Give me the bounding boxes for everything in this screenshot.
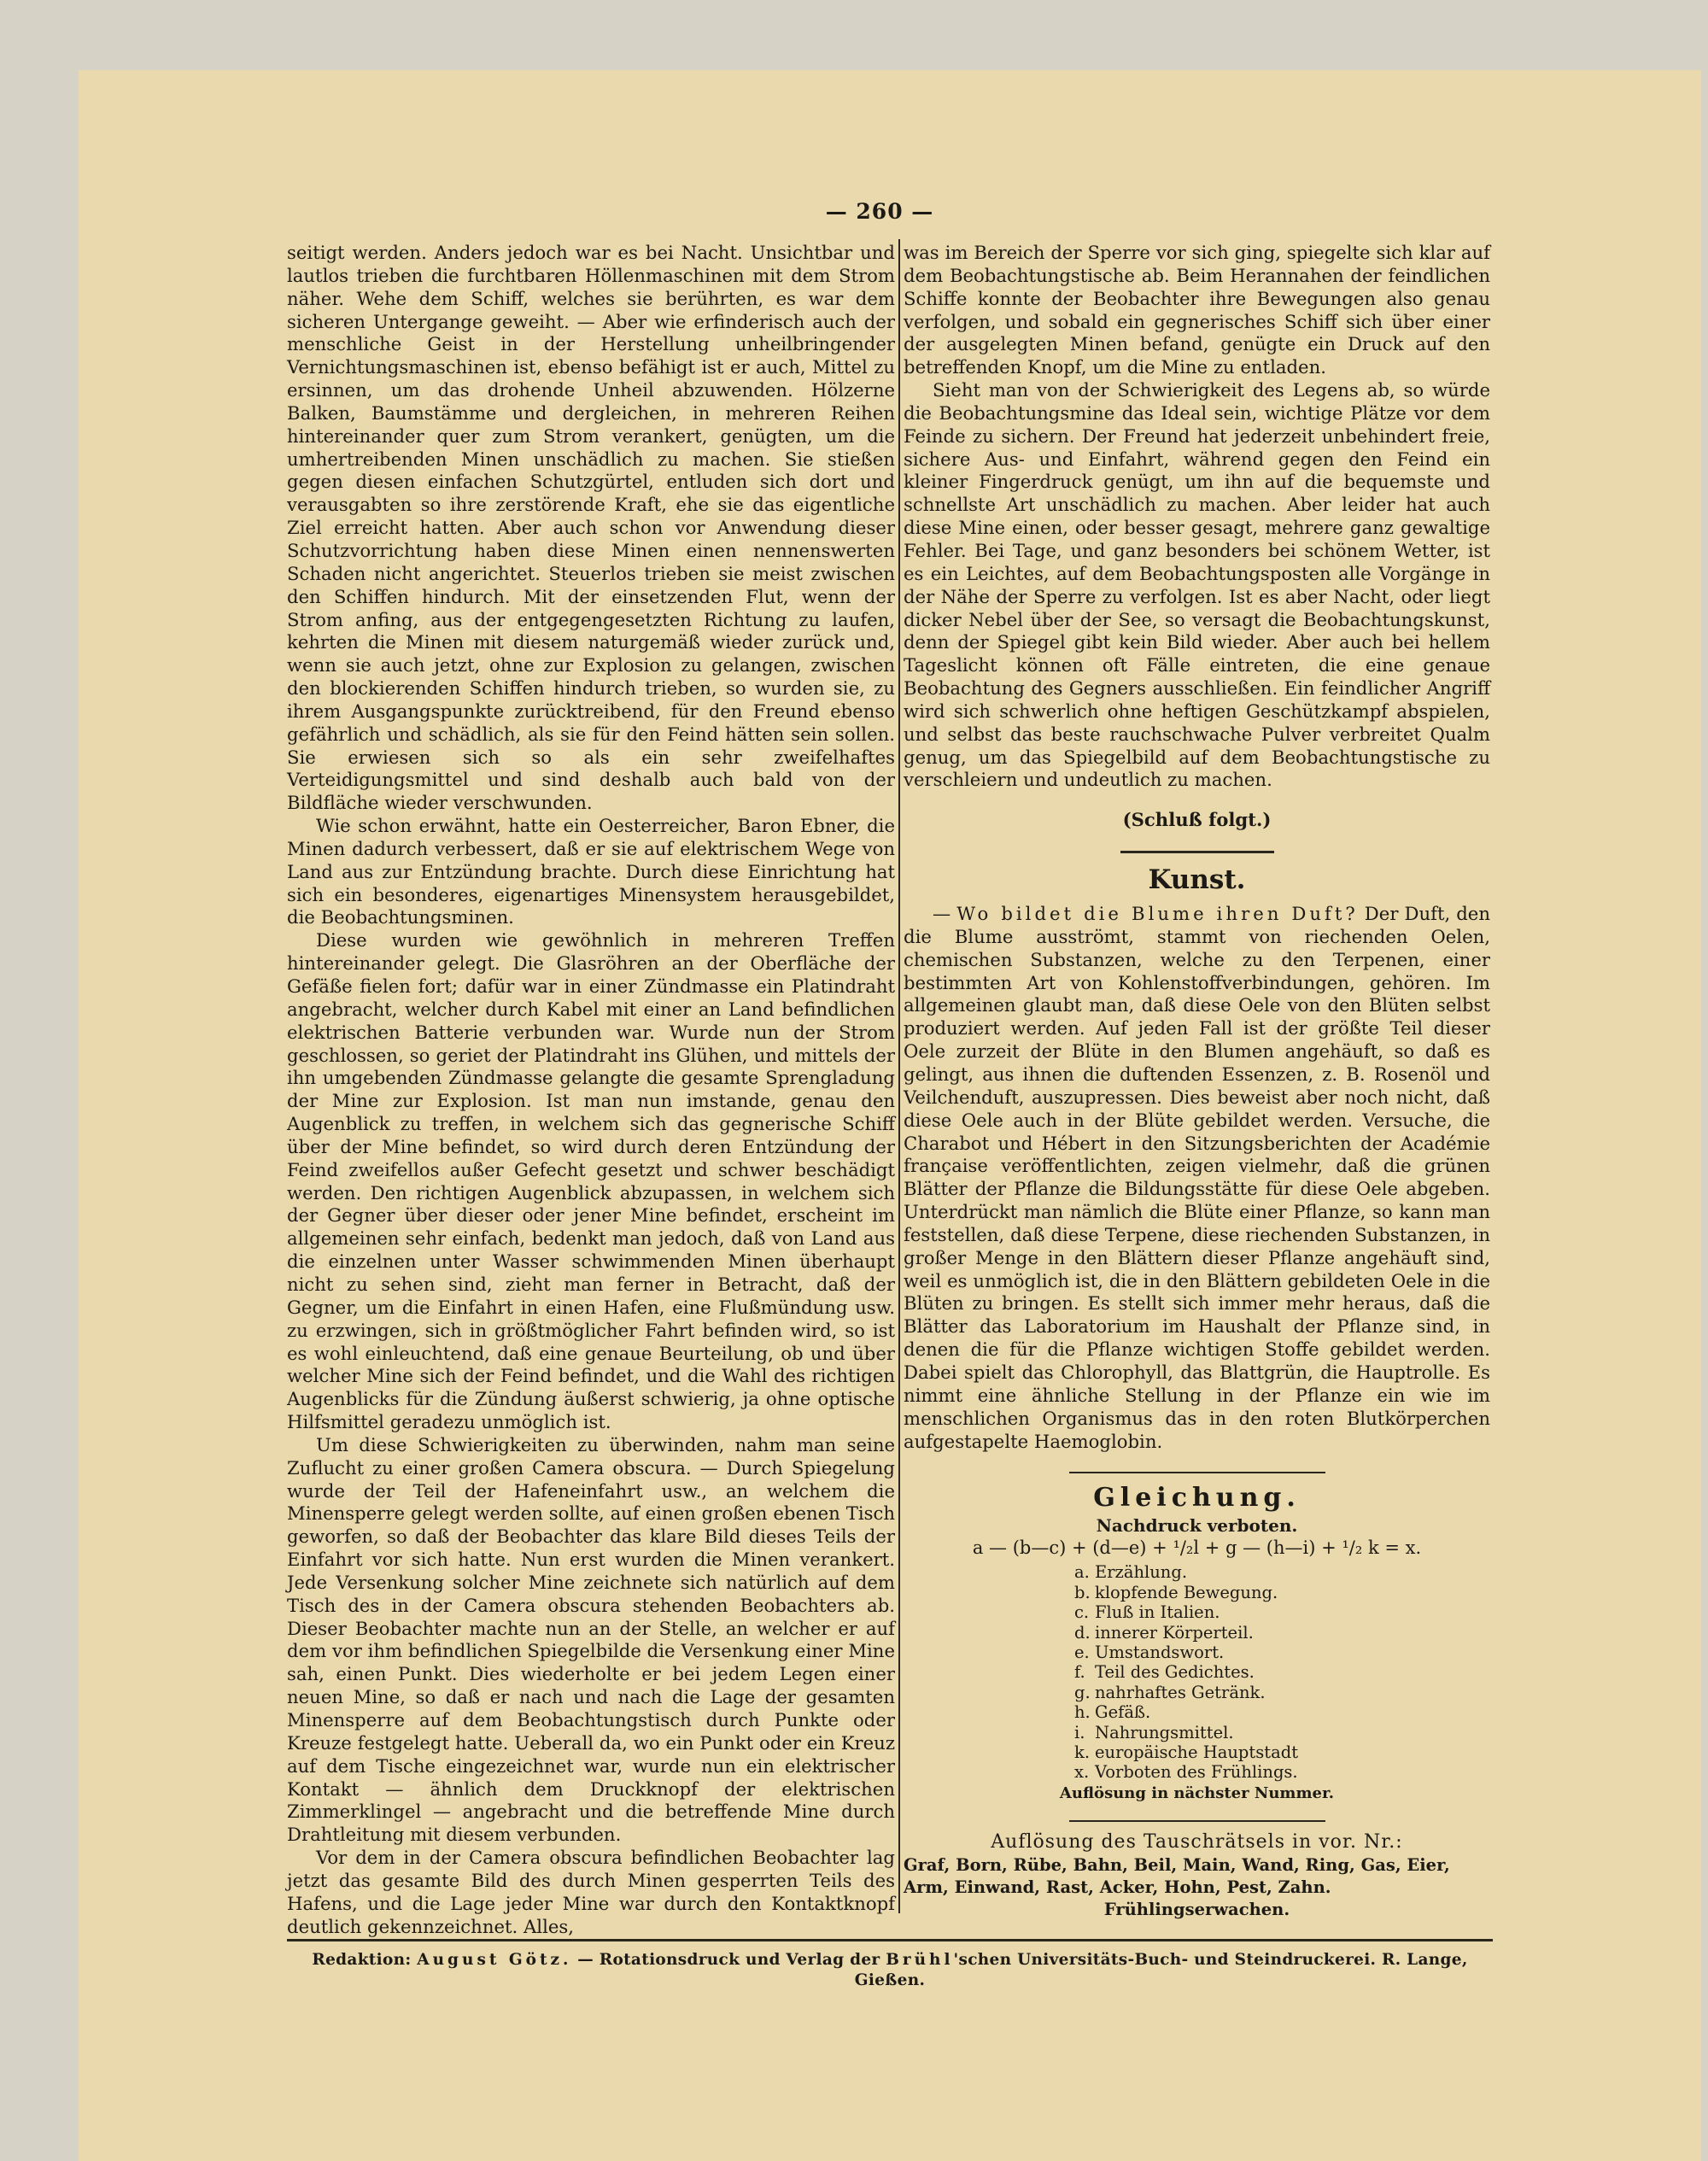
kunst-paragraph (904, 903, 1490, 1453)
riddle-item-text: Fluß in Italien. (1095, 1602, 1220, 1623)
article-paragraph: Sieht man von der Schwierigkeit des Legens ab, so würde die Beobachtungsmine das Ideal sein, wichtige Plätze vor dem Feinde zu sichern. Der Freund hat jederzeit unbehindert freie, sichere Aus- und Einfahrt, während gegen den Feind ein kleiner Fingerdruck genügt, um ihn auf die bequemste und schnellste Art unschädlich zu machen. Aber leider hat auch diese Mine einen, oder besser gesagt, mehrere ganz gewaltige Fehler. Bei Tage, und ganz besonders bei schönem Wetter, ist es ein Leichtes, auf dem Beobachtungsposten alle Vorgänge in der Nähe der Sperre zu verfolgen. Ist es aber Nacht, oder liegt dicker Nebel über der See, so versagt die Beobachtungskunst, denn der Spiegel gibt kein Bild wieder. Aber auch bei hellem Tageslicht können oft Fälle eintreten, die eine genaue Beobachtung des Gegners ausschließen. Ein feindlicher Angriff wird sich schwerlich ohne heftigen Geschützkampf abspielen, und selbst das beste rauchschwache Pulver verbreitet Qualm genug, um das Spiegelbild auf dem Beobachtungstische zu verschleiern und undeutlich zu machen. (904, 379, 1490, 791)
footer-bruehl: Brühl (886, 1951, 954, 1969)
riddle-item-text: europäische Hauptstadt (1095, 1742, 1299, 1762)
riddle-item-text: innerer Körperteil. (1095, 1622, 1254, 1643)
continuation-note: (Schluß folgt.) (1122, 809, 1272, 831)
column-divider (898, 239, 900, 1913)
article-paragraph: Wie schon erwähnt, hatte ein Oesterreicher, Baron Ebner, die Minen dadurch verbessert, daß er sie auf elektrischem Wege von Land aus zur Entzündung brachte. Durch diese Einrichtung hat sich ein besonderes, eigenartiges Minensystem herausgebildet, die Beobachtungsminen. (287, 815, 895, 928)
riddle-item (1074, 1602, 1490, 1622)
riddle-item-letter: a. (1074, 1562, 1090, 1583)
riddle-item-letter: b. (1074, 1582, 1091, 1602)
article-paragraph: was im Bereich der Sperre vor sich ging, spiegelte sich klar auf dem Beobachtungstische ab. Beim Herannahen der feindlichen Schiffe konnte der Beobachter ihre Bewegungen also genau verfolgen, und sobald ein gegnerisches Schiff sich über einer der ausgelegten Minen befand, genügte ein Druck auf den betreffenden Knopf, um die Mine zu entladen. (904, 242, 1490, 378)
riddle-item (1074, 1762, 1490, 1782)
kunst-text: Der Duft, den die Blume ausströmt, stammt von riechenden Oelen, chemischen Substanzen, welche zu den Terpenen, einer bestimmten Art von Kohlenstoffverbindungen, gehören. Im allgemeinen glaubt man, daß diese Oele von den Blüten selbst produziert werden. Auf jeden Fall ist der größte Teil dieser Oele zurzeit der Blüte in den Blumen angehäuft, so daß es gelingt, aus ihnen die duftenden Essenzen, z. B. Rosenöl und Veilchenduft, auszupressen. Dies beweist aber noch nicht, daß diese Oele auch in der Blüte gebildet werden. Versuche, die Charabot und Hébert in den Sitzungsberichten der Académie française veröffentlichten, zeigen vielmehr, daß die grünen Blätter der Pflanze die Bildungsstätte für diese Oele abgeben. Unterdrückt man nämlich die Blüte einer Pflanze, so kann man feststellen, daß diese Terpene, diese riechenden Substanzen, in großer Menge in den Blättern dieser Pflanze angehäuft sind, weil es unmöglich ist, die in den Blättern gebildeten Oele in die Blüten zu bringen. Es stellt sich immer mehr heraus, daß die Blätter das Laboratorium im Haushalt der Pflanze sind, in denen die für die Pflanze wichtigen Stoffe gebildet werden. Dabei spielt das Chlorophyll, das Blattgrün, die Hauptrolle. Es nimmt eine ähnliche Stellung in der Pflanze ein wie im menschlichen Organismus das in den roten Blutkörperchen aufgestapelte Haemoglobin. (904, 903, 1490, 1452)
article-paragraph: seitigt werden. Anders jedoch war es bei Nacht. Unsichtbar und lautlos trieben die furchtbaren Höllenmaschinen mit dem Strom näher. Wehe dem Schiff, welches sie berührten, es war dem sicheren Untergange geweiht. — Aber wie erfinderisch auch der menschliche Geist in der Herstellung unheilbringender Vernichtungsmaschinen ist, ebenso befähigt ist er auch, Mittel zu ersinnen, um das drohende Unheil abzuwenden. Hölzerne Balken, Baumstämme und dergleichen, in mehreren Reihen hintereinander quer zum Strom verankert, genügten, um die umhertreibenden Minen unschädlich zu machen. Sie stießen gegen diesen einfachen Schutzgürtel, entluden sich dort und verausgabten so ihre zerstörende Kraft, ehe sie das eigentliche Ziel erreicht hatten. Aber auch schon vor Anwendung dieser Schutzvorrichtung haben diese Minen einen nennenswerten Schaden nicht angerichtet. Steuerlos trieben sie meist zwischen den Schiffen hindurch. Mit der einsetzenden Flut, wenn der Strom anfing, aus der entgegengesetzten Richtung zu laufen, kehrten die Minen mit diesem naturgemäß wieder zurück und, wenn sie auch jetzt, ohne zur Explosion zu gelangen, zwischen den blockierenden Schiffen hindurch trieben, so wurden sie, zu ihrem Ausgangspunkte zurücktreibend, für den Freund ebenso gefährlich und schädlich, als sie für den Feind hätten sein sollen. Sie erwiesen sich so als ein sehr zweifelhaftes Verteidigungsmittel und sind deshalb auch bald von der Bildfläche wieder verschwunden. (287, 242, 895, 814)
solution-title: Auflösung des Tauschrätsels in vor. Nr.: (991, 1830, 1403, 1853)
left-column (287, 242, 895, 1938)
riddle-item-text: Nahrungsmittel. (1095, 1722, 1234, 1742)
riddle-item-letter: e. (1074, 1642, 1090, 1662)
riddle-item (1074, 1583, 1490, 1602)
section-title-kunst: Kunst. (1148, 864, 1246, 896)
riddle-item (1074, 1662, 1490, 1682)
riddle-item-letter: k. (1074, 1742, 1091, 1762)
riddle-item-text: Teil des Gedichtes. (1095, 1662, 1255, 1683)
article-paragraph: Um diese Schwierigkeiten zu überwinden, nahm man seine Zuflucht zu einer großen Camera obscura. — Durch Spiegelung wurde der Teil der Hafeneinfahrt usw., an welchem die Minensperre gelegt werden sollte, auf einen großen ebenen Tisch geworfen, so daß der Beobachter das klare Bild dieses Teils der Einfahrt vor sich hatte. Nun erst wurden die Minen verankert. Jede Versenkung solcher Mine zeichnete sich natürlich auf dem Tisch des in der Camera obscura stehenden Beobachters ab. Dieser Beobachter machte nun an der Stelle, an welcher er auf dem vor ihm befindlichen Spiegelbilde die Versenkung einer Mine sah, einen Punkt. Dies wiederholte er bei jedem Legen einer neuen Mine, so daß er nach und nach die Lage der gesamten Minensperre auf dem Beobachtungstisch durch Punkte oder Kreuze festgelegt hatte. Ueberall da, wo ein Punkt oder ein Kreuz auf dem Tische eingezeichnet war, wurde nun ein elektrischer Kontakt — ähnlich dem Druckknopf der elektrischen Zimmerklingel — angebracht und die betreffende Mine durch Drahtleitung mit diesem verbunden. (287, 1433, 895, 1846)
article-paragraph: Vor dem in der Camera obscura befindlichen Beobachter lag jetzt das gesamte Bild des durch Minen gesperrten Teils des Hafens, und die Lage jeder Mine war durch den Kontaktknopf deutlich gekennzeichnet. Alles, (287, 1847, 895, 1937)
riddle-item (1074, 1562, 1490, 1582)
riddle-item (1074, 1742, 1490, 1762)
riddle-item-letter: d. (1074, 1622, 1091, 1643)
riddle-item-letter: i. (1074, 1722, 1085, 1742)
page-number: — 260 — (825, 199, 934, 224)
footer-editor: August Götz. (417, 1951, 572, 1969)
riddle-subtitle: Nachdruck verboten. (1096, 1515, 1298, 1537)
footer-imprint (287, 1950, 1493, 1991)
riddle-item-text: Vorboten des Frühlings. (1095, 1762, 1298, 1783)
riddle-item-letter: x. (1074, 1762, 1090, 1783)
riddle-item-letter: c. (1074, 1602, 1090, 1623)
kunst-dash: — (933, 903, 951, 925)
article-paragraph: Diese wurden wie gewöhnlich in mehreren Treffen hintereinander gelegt. Die Glasröhren an der Oberfläche der Gefäße fielen fort; dafür war in einer Zündmasse ein Platindraht angebracht, welcher durch Kabel mit einer an Land befindlichen elektrischen Batterie verbunden war. Wurde nun der Strom geschlossen, so geriet der Platindraht ins Glühen, und mittels der ihn umgebenden Zündmasse gelangte die gesamte Sprengladung der Mine zur Explosion. Ist man nun imstande, genau den Augenblick zu treffen, in welchem sich das gegnerische Schiff über der Mine befindet, so wird durch deren Entzündung der Feind zweifellos außer Gefecht gesetzt und schwer beschädigt werden. Den richtigen Augenblick abzupassen, in welchem sich der Gegner über dieser oder jener Mine befindet, erscheint im allgemeinen sehr einfach, bedenkt man jedoch, daß von Land aus die einzelnen unter Wasser schwimmenden Minen überhaupt nicht zu sehen sind, zieht man ferner in Betracht, daß der Gegner, um die Einfahrt in einen Hafen, eine Flußmündung usw. zu erzwingen, sich in größtmöglicher Fahrt befinden wird, so ist es wohl einleuchtend, daß eine genaue Beurteilung, ob und über welcher Mine sich der Feind befindet, und die Wahl des richtigen Augenblicks für die Zündung äußerst schwierig, ja ohne optische Hilfsmittel geradezu unmöglich ist. (287, 929, 895, 1433)
riddle-item (1074, 1723, 1490, 1742)
riddle-item (1074, 1623, 1490, 1643)
riddle-item (1074, 1683, 1490, 1702)
riddle-note: Auflösung in nächster Nummer. (1059, 1783, 1335, 1802)
riddle-item-text: Umstandswort. (1095, 1642, 1225, 1662)
riddle-item-text: Erzählung. (1095, 1562, 1188, 1583)
riddle-formula: a — (b—c) + (d—e) + ¹/₂l + g — (h—i) + ¹/₂ k = x. (972, 1537, 1422, 1559)
right-column (904, 242, 1490, 1921)
kunst-lead: Wo bildet die Blume ihren Duft? (956, 903, 1359, 925)
riddle-item (1074, 1702, 1490, 1722)
riddle-item (1074, 1643, 1490, 1662)
riddle-title: Gleichung. (1093, 1483, 1301, 1514)
riddle-list (1074, 1562, 1490, 1782)
riddle-item-text: Gefäß. (1095, 1702, 1151, 1723)
riddle-item-text: nahrhaftes Getränk. (1095, 1682, 1266, 1702)
riddle-item-letter: h. (1074, 1702, 1091, 1723)
footer-publisher: — Rotationsdruck und Verlag der (577, 1951, 880, 1969)
solution-text: Graf, Born, Rübe, Bahn, Beil, Main, Wand, Ring, Gas, Eier, Arm, Einwand, Rast, Acker, Hohn, Pest, Zahn. (904, 1854, 1450, 1897)
riddle-item-letter: f. (1074, 1662, 1085, 1683)
footer-rule (287, 1939, 1493, 1941)
riddle-item-letter: g. (1074, 1682, 1091, 1702)
footer-printer: 'schen Universitäts-Buch- und Steindruckerei. R. Lange, Gießen. (854, 1951, 1468, 1989)
solution-answer: Frühlingserwachen. (1103, 1899, 1290, 1919)
footer-label: Redaktion: (312, 1951, 412, 1969)
riddle-item-text: klopfende Bewegung. (1095, 1582, 1278, 1602)
